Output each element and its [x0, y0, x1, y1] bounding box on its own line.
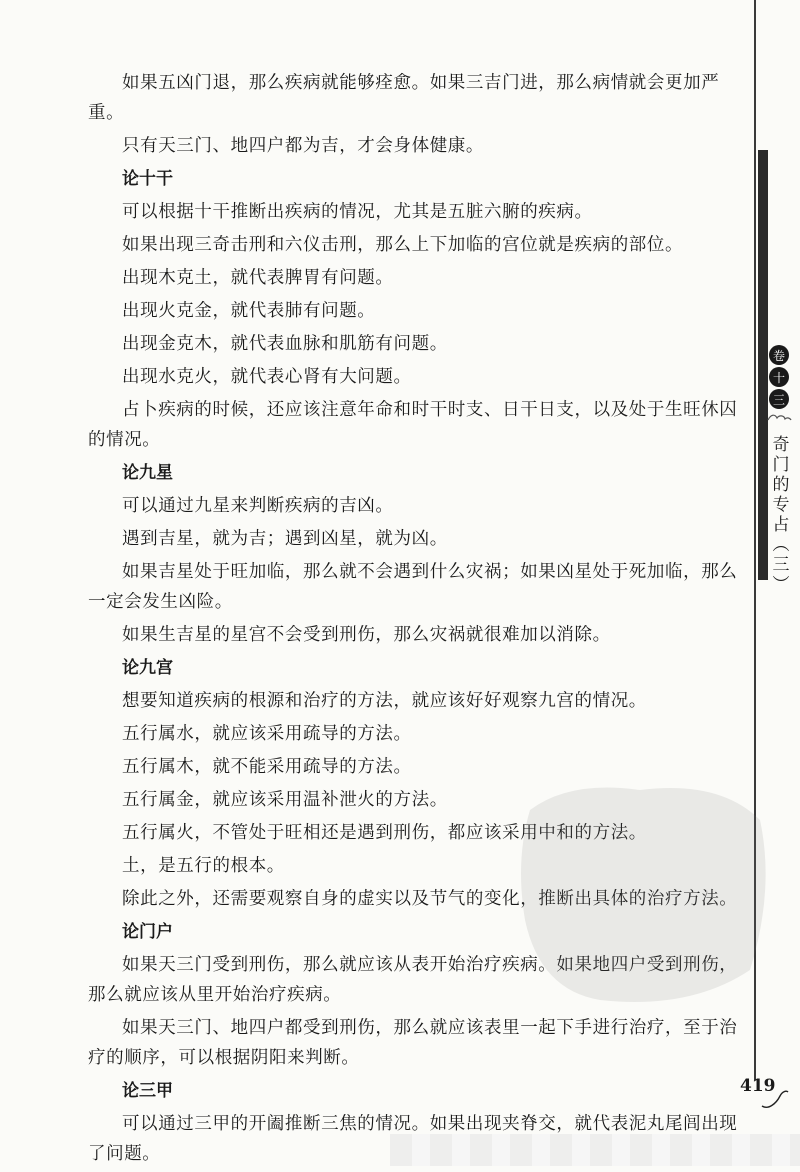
- cloud-flourish-icon: [766, 413, 792, 423]
- paragraph: 如果生吉星的星宫不会受到刑伤，那么灾祸就很难加以消除。: [122, 625, 611, 645]
- paragraph: 遇到吉星，就为吉；遇到凶星，就为凶。: [122, 529, 448, 549]
- paragraph: 可以通过三甲的开阖推断三焦的情况。如果出现夹脊交，就代表泥丸尾闾出现了问题。: [88, 1114, 738, 1164]
- scan-footer-strip: [390, 1134, 800, 1166]
- paragraph: 土，是五行的根本。: [122, 856, 285, 876]
- chapter-title: 奇门的专占（三）: [768, 435, 789, 595]
- paragraph: 占卜疾病的时候，还应该注意年命和时干时支、日干日支，以及处于生旺休囚的情况。: [88, 400, 738, 450]
- volume-marker: [766, 345, 792, 409]
- library-seal-watermark: [510, 770, 780, 1020]
- paragraph: 五行属火，不管处于旺相还是遇到刑伤，都应该采用中和的方法。: [122, 823, 647, 843]
- section-heading: 论十干: [122, 169, 173, 189]
- paragraph: 如果五凶门退，那么疾病就能够痊愈。如果三吉门进，那么病情就会更加严重。: [88, 73, 720, 123]
- paragraph: 除此之外，还需要观察自身的虚实以及节气的变化，推断出具体的治疗方法。: [122, 889, 738, 909]
- paragraph: 如果天三门、地四户都受到刑伤，那么就应该表里一起下手进行治疗，至于治疗的顺序，可以根据阴阳来判断。: [88, 1018, 738, 1068]
- paragraph: 可以通过九星来判断疾病的吉凶。: [122, 496, 394, 516]
- paragraph: 出现金克木，就代表血脉和肌筋有问题。: [122, 334, 448, 354]
- section-heading: 论门户: [122, 922, 173, 942]
- section-heading: 论三甲: [122, 1081, 173, 1101]
- chapter-tab: [766, 345, 792, 595]
- paragraph: 出现木克土，就代表脾胃有问题。: [122, 268, 394, 288]
- section-heading: 论九宫: [122, 658, 173, 678]
- section-heading: 论九星: [122, 463, 173, 483]
- paragraph: 可以根据十干推断出疾病的情况，尤其是五脏六腑的疾病。: [122, 202, 593, 222]
- paragraph: 出现火克金，就代表肺有问题。: [122, 301, 376, 321]
- volume-char-1: 卷: [769, 345, 789, 365]
- paragraph: 五行属金，就应该采用温补泄火的方法。: [122, 790, 448, 810]
- volume-char-3: 三: [769, 389, 789, 409]
- paragraph: 五行属水，就应该采用疏导的方法。: [122, 724, 412, 744]
- page-ornament-icon: [760, 1088, 790, 1110]
- paragraph: 只有天三门、地四户都为吉，才会身体健康。: [122, 136, 484, 156]
- paragraph: 如果天三门受到刑伤，那么就应该从表开始治疗疾病。如果地四户受到刑伤，那么就应该从里开始治疗疾病。: [88, 955, 738, 1005]
- paragraph: 想要知道疾病的根源和治疗的方法，就应该好好观察九宫的情况。: [122, 691, 647, 711]
- paragraph: 出现水克火，就代表心肾有大问题。: [122, 367, 412, 387]
- paragraph: 如果吉星处于旺加临，那么就不会遇到什么灾祸；如果凶星处于死加临，那么一定会发生凶险。: [88, 562, 738, 612]
- paragraph: 如果出现三奇击刑和六仪击刑，那么上下加临的宫位就是疾病的部位。: [122, 235, 684, 255]
- page-number: 419: [740, 1076, 776, 1096]
- paragraph: 五行属木，就不能采用疏导的方法。: [122, 757, 412, 777]
- volume-char-2: 十: [769, 367, 789, 387]
